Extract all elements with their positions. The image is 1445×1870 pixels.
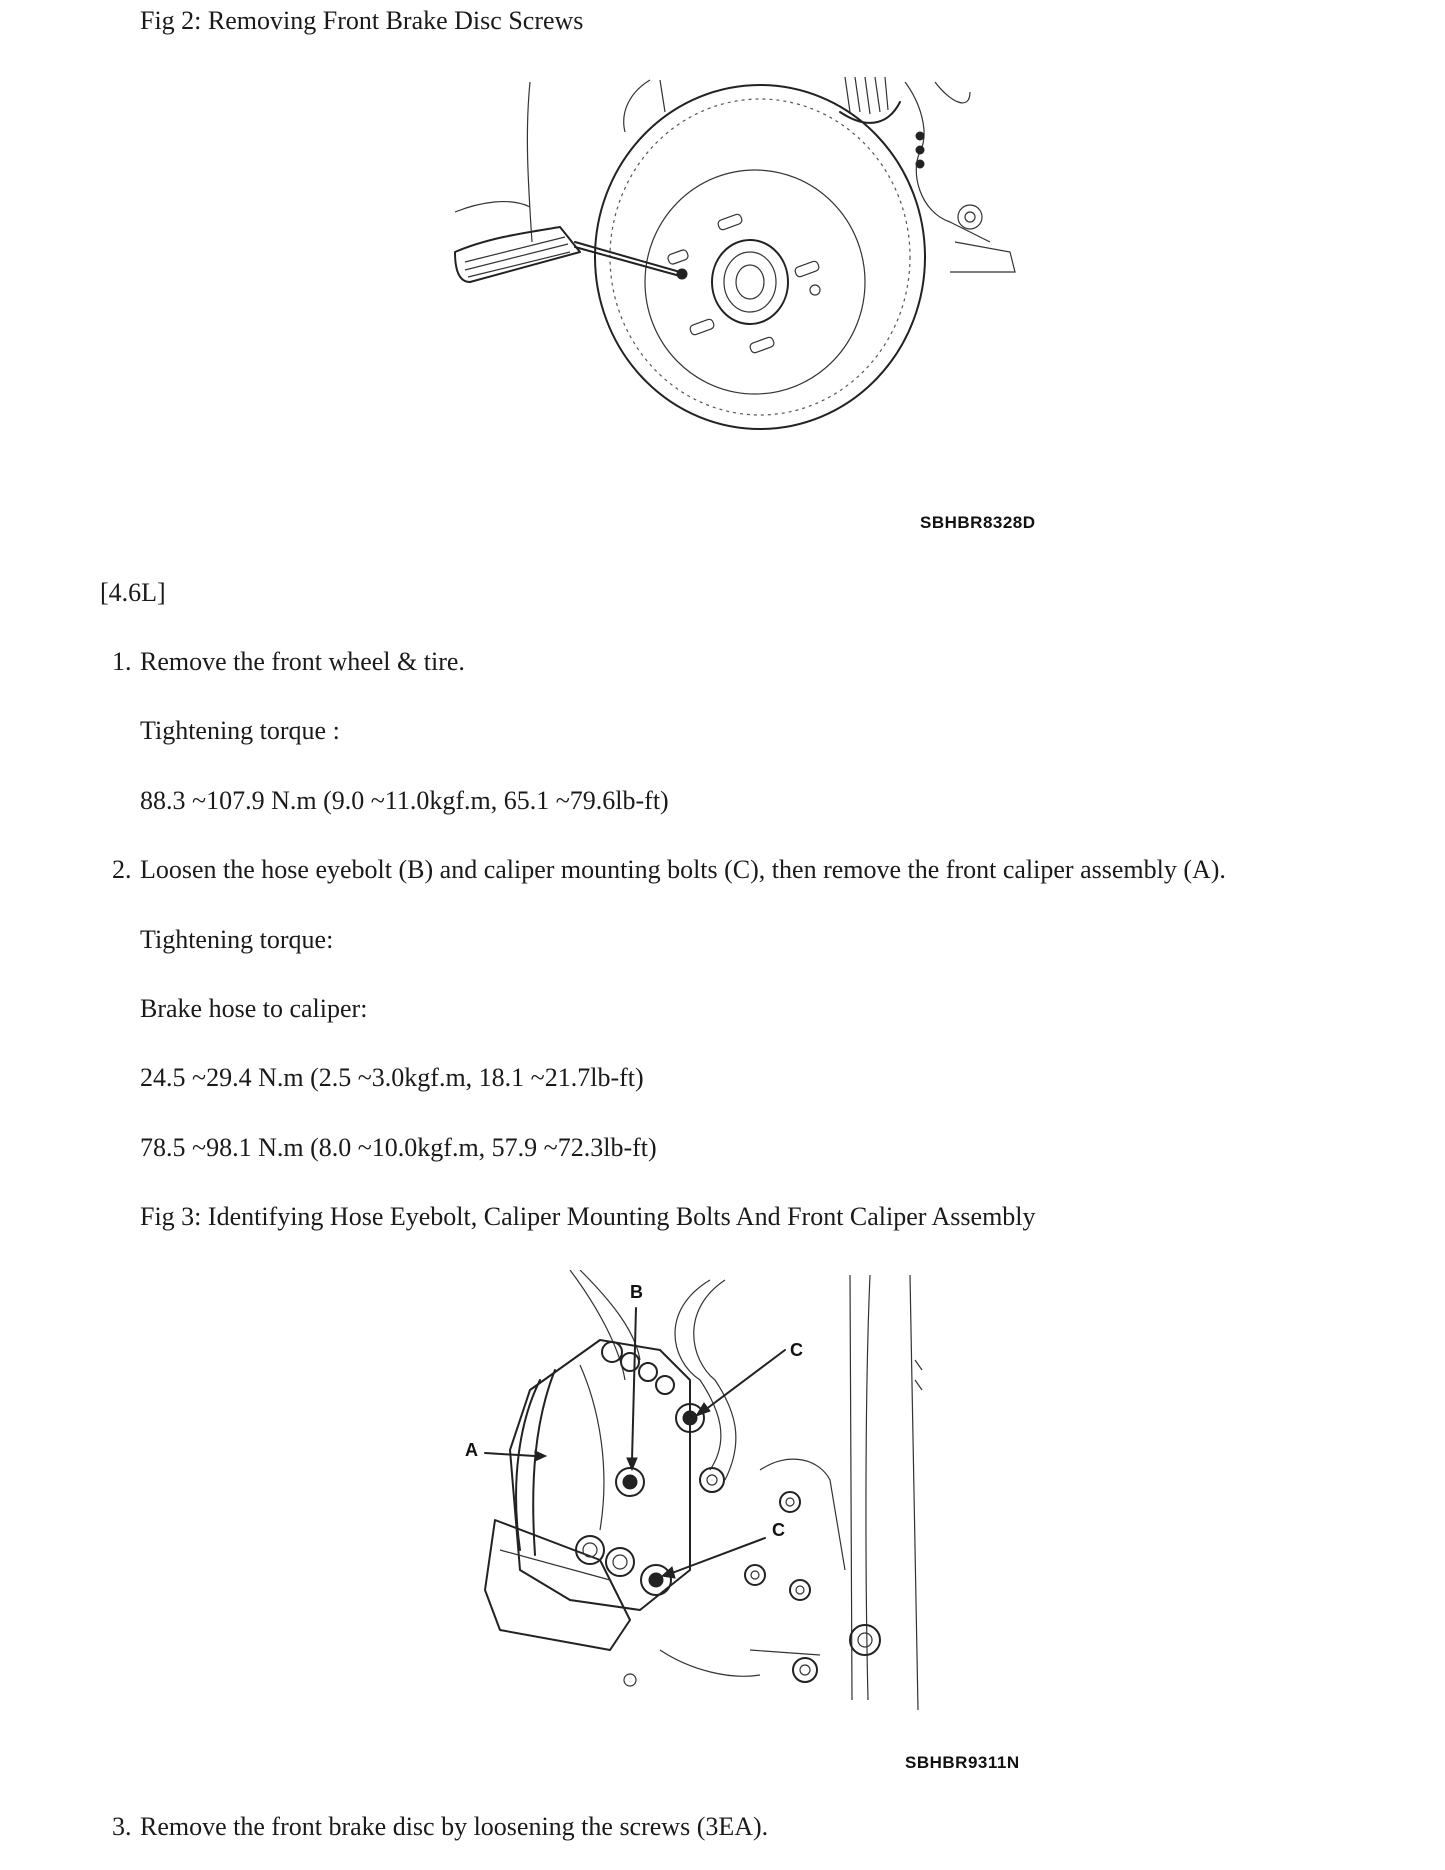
fig3-label-b: B [630,1282,644,1302]
fig3-label-c2: C [772,1520,786,1540]
fig2-caption: Fig 2: Removing Front Brake Disc Screws [140,6,584,35]
step-2-torque-label: Tightening torque: [140,925,334,954]
section-label: [4.6L] [100,578,166,607]
step-2-text: Loosen the hose eyebolt (B) and caliper mounting bolts (C), then remove the front caliper assembly (A). [140,855,1226,884]
step-2-number: 2. [112,855,132,884]
fig3-label-a: A [465,1440,479,1460]
step-2-hose-value: 24.5 ~29.4 N.m (2.5 ~3.0kgf.m, 18.1 ~21.7lb-ft) [140,1063,644,1092]
fig3-code: SBHBR9311N [905,1753,1020,1772]
step-1-torque-label: Tightening torque : [140,716,340,745]
fig3-caption: Fig 3: Identifying Hose Eyebolt, Caliper Mounting Bolts And Front Caliper Assembly [140,1202,1036,1231]
step-1-number: 1. [112,647,132,676]
step-1-text: Remove the front wheel & tire. [140,647,465,676]
step-3-text: Remove the front brake disc by loosening the screws (3EA). [140,1812,769,1841]
step-2-bolt-value: 78.5 ~98.1 N.m (8.0 ~10.0kgf.m, 57.9 ~72.3lb-ft) [140,1133,657,1162]
fig3-label-c1: C [790,1340,804,1360]
fig2-code: SBHBR8328D [920,513,1036,532]
fig3-caliper-illustration [460,1270,940,1710]
step-3-number: 3. [112,1812,132,1841]
step-2-hose-label: Brake hose to caliper: [140,994,368,1023]
step-1-torque-value: 88.3 ~107.9 N.m (9.0 ~11.0kgf.m, 65.1 ~79.6lb-ft) [140,786,669,815]
fig2-brake-disc-illustration [450,72,1030,432]
